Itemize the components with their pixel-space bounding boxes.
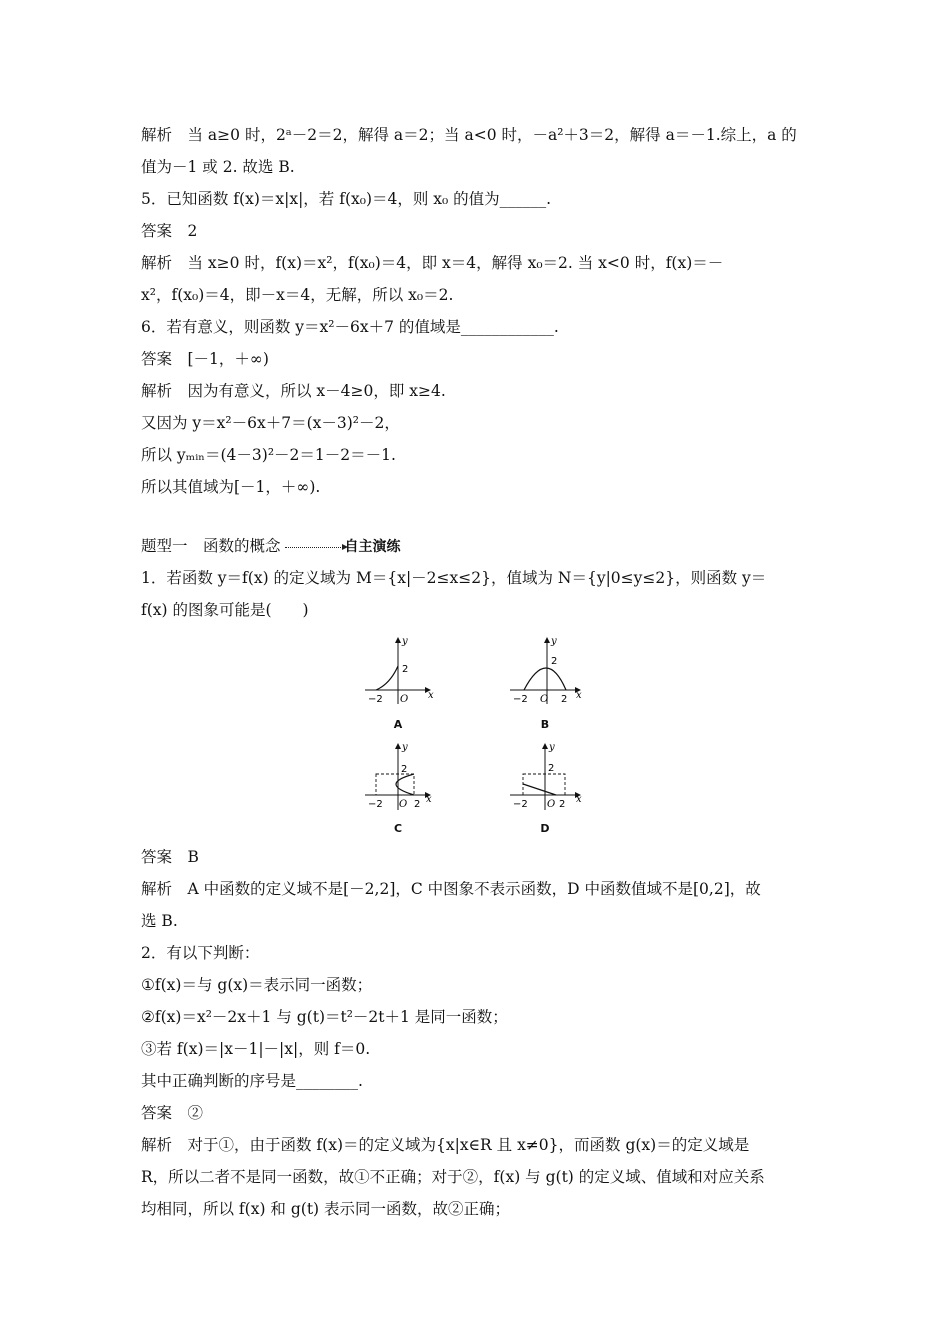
- y-axis-label: y: [402, 742, 408, 753]
- tick-label: −2: [368, 799, 383, 810]
- y-axis-label: y: [402, 636, 408, 647]
- y-axis-label: y: [549, 742, 555, 753]
- text-line: 又因为 y＝x²－6x＋7＝(x－3)²－2，: [141, 414, 400, 432]
- graph-d: [510, 742, 582, 810]
- answer-6: 答案 [－1，＋∞): [141, 350, 269, 368]
- section-title: 题型一 函数的概念: [141, 537, 281, 555]
- text-line: 所以其值域为[－1，＋∞).: [141, 478, 321, 496]
- graph-b: [510, 636, 582, 705]
- tick-label: 2: [402, 664, 409, 675]
- section-tag: 自主演练: [344, 539, 401, 555]
- text-line: 均相同，所以 f(x) 和 g(t) 表示同一函数，故②正确；: [141, 1200, 511, 1218]
- text-line: 解析 因为有意义，所以 x－4≥0，即 x≥4.: [141, 382, 446, 400]
- text-line: ②f(x)＝x²－2x＋1 与 g(t)＝t²－2t＋1 是同一函数；: [141, 1008, 508, 1026]
- graph-a: [365, 636, 434, 705]
- tick-label: 2: [551, 656, 558, 667]
- text-line: f(x) 的图象可能是( ): [141, 601, 309, 619]
- tick-label: 2: [559, 799, 566, 810]
- y-axis-label: y: [551, 636, 557, 647]
- graph-options-figure: [360, 632, 600, 837]
- question-6: 6．若有意义，则函数 y＝x²－6x＋7 的值域是____________.: [141, 318, 559, 336]
- text-line: ③若 f(x)＝|x－1|－|x|，则 f＝0.: [141, 1040, 371, 1058]
- section-heading: [141, 536, 809, 557]
- origin-label: O: [399, 799, 408, 810]
- arrow-icon: [285, 547, 343, 548]
- answer-5: 答案 2: [141, 222, 198, 240]
- answer-1: 答案 B: [141, 848, 199, 866]
- option-label-b: B: [540, 718, 550, 731]
- graph-svg: [360, 632, 600, 837]
- text-line: 解析 对于①，由于函数 f(x)＝的定义域为{x|x∈R 且 x≠0}，而函数 g(x)＝的定义域是: [141, 1136, 750, 1154]
- question-2: 2．有以下判断：: [141, 944, 260, 962]
- text-line: 选 B.: [141, 912, 178, 930]
- origin-label: O: [400, 694, 409, 705]
- origin-label: O: [547, 799, 556, 810]
- text-line: 所以 yₘᵢₙ＝(4－3)²－2＝1－2＝－1.: [141, 446, 396, 464]
- text-line: 值为－1 或 2. 故选 B.: [141, 158, 295, 176]
- text-line: x²，f(x₀)＝4，即－x＝4，无解，所以 x₀＝2.: [141, 286, 454, 304]
- option-label-d: D: [540, 822, 550, 835]
- origin-label: O: [540, 694, 549, 705]
- tick-label: −2: [368, 694, 383, 705]
- x-axis-label: x: [576, 794, 582, 805]
- option-label-c: C: [393, 822, 403, 835]
- x-axis-label: x: [426, 794, 432, 805]
- tick-label: 2: [401, 764, 408, 775]
- text-line: 解析 A 中函数的定义域不是[－2,2]，C 中图象不表示函数，D 中函数值域不是[0,2]，故: [141, 880, 761, 898]
- tick-label: −2: [513, 694, 528, 705]
- question-5: 5．已知函数 f(x)＝x|x|，若 f(x₀)＝4，则 x₀ 的值为______.: [141, 190, 552, 208]
- tick-label: 2: [561, 694, 568, 705]
- tick-label: −2: [513, 799, 528, 810]
- answer-2: 答案 ②: [141, 1104, 204, 1122]
- x-axis-label: x: [576, 690, 582, 701]
- question-1: 1．若函数 y＝f(x) 的定义域为 M＝{x|－2≤x≤2}，值域为 N＝{y|0≤y≤2}，则函数 y＝: [141, 569, 767, 587]
- tick-label: 2: [548, 763, 555, 774]
- x-axis-label: x: [428, 690, 434, 701]
- option-label-a: A: [393, 718, 403, 731]
- text-line: 其中正确判断的序号是________.: [141, 1072, 363, 1090]
- graph-c: [365, 742, 432, 810]
- text-line: 解析 当 x≥0 时，f(x)＝x²，f(x₀)＝4，即 x＝4，解得 x₀＝2. 当 x<0 时，f(x)＝－: [141, 254, 724, 272]
- text-line: ①f(x)＝与 g(x)＝表示同一函数；: [141, 976, 373, 994]
- tick-label: 2: [414, 799, 421, 810]
- text-line: 解析 当 a≥0 时，2ᵃ－2＝2，解得 a＝2；当 a<0 时，－a²＋3＝2，解得 a＝－1.综上，a 的: [141, 126, 797, 144]
- text-line: R，所以二者不是同一函数，故①不正确；对于②，f(x) 与 g(t) 的定义域、值域和对应关系: [141, 1168, 765, 1186]
